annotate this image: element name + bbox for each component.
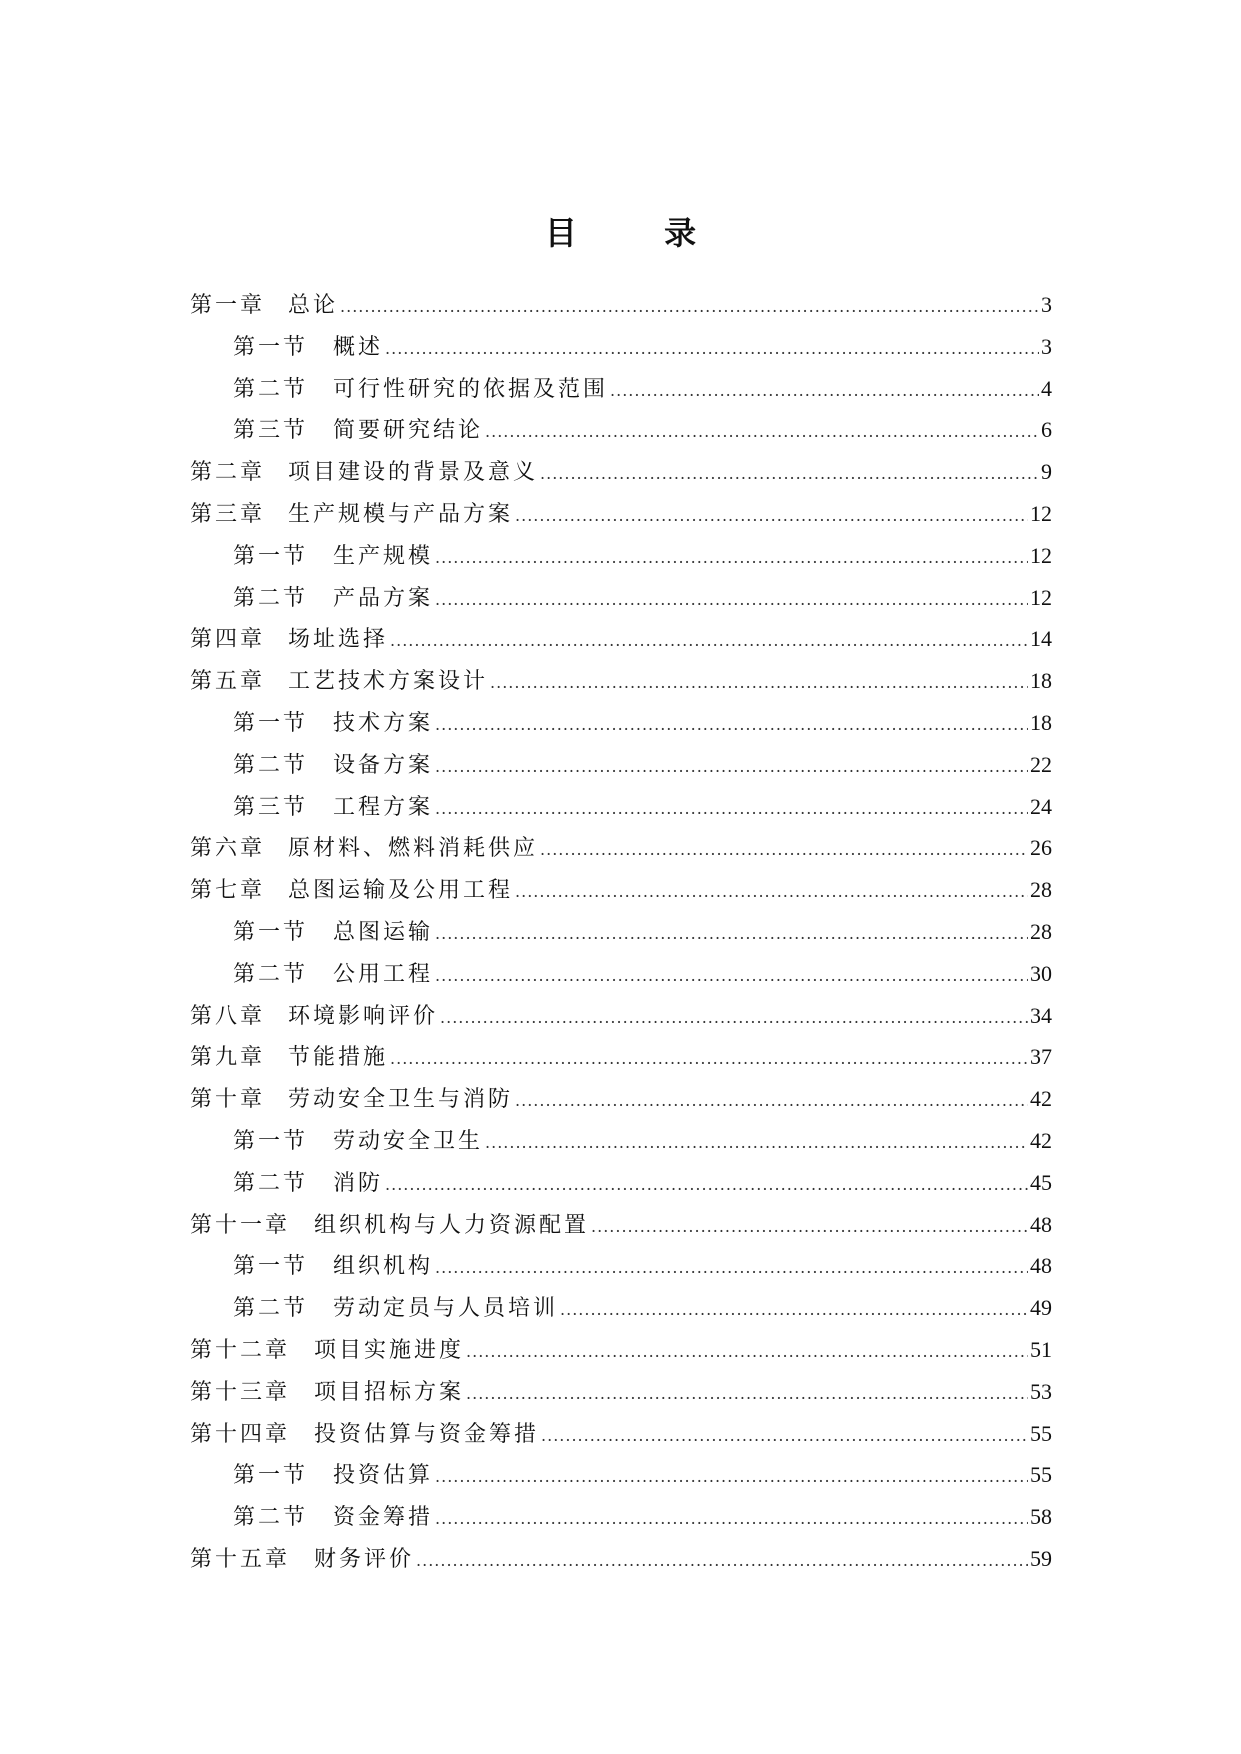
toc-entry-label	[190, 828, 538, 870]
toc-chapter-entry[interactable]	[190, 1204, 1052, 1246]
toc-entry-title: 项目招标方案	[314, 1379, 465, 1405]
toc-entry-number: 第二节	[233, 1296, 309, 1322]
toc-entry-label	[190, 1414, 539, 1456]
toc-entry-number: 第一节	[233, 334, 309, 360]
toc-entry-label	[190, 494, 513, 536]
toc-page-number: 58	[1030, 1504, 1052, 1530]
toc-chapter-entry[interactable]	[190, 660, 1052, 702]
toc-entry-number: 第三节	[233, 418, 309, 444]
toc-entry-title: 总图运输及公用工程	[288, 878, 514, 904]
toc-chapter-entry[interactable]	[190, 827, 1052, 869]
toc-page-number: 34	[1030, 1002, 1052, 1028]
toc-entry-label	[190, 619, 388, 661]
toc-entry-title: 投资估算与资金筹措	[314, 1421, 540, 1447]
toc-section-entry[interactable]	[190, 535, 1052, 577]
toc-leader-dots	[466, 1373, 1028, 1415]
toc-entry-title: 概述	[333, 334, 384, 360]
toc-entry-title: 项目实施进度	[314, 1337, 465, 1363]
toc-page-number: 14	[1030, 626, 1052, 652]
toc-entry-title: 资金筹措	[333, 1505, 434, 1531]
toc-entry-title: 财务评价	[314, 1546, 415, 1572]
toc-section-entry[interactable]	[190, 368, 1052, 410]
toc-leader-dots	[435, 1247, 1028, 1289]
toc-entry-title: 劳动安全卫生	[333, 1128, 484, 1154]
toc-entry-title: 劳动安全卫生与消防	[288, 1087, 514, 1113]
toc-page-number: 55	[1030, 1420, 1052, 1446]
toc-leader-dots	[610, 370, 1039, 412]
toc-page-number: 53	[1030, 1378, 1052, 1404]
toc-entry-label	[233, 536, 433, 578]
toc-leader-dots	[440, 997, 1028, 1039]
toc-entry-title: 环境影响评价	[288, 1003, 439, 1029]
toc-leader-dots	[591, 1206, 1028, 1248]
toc-leader-dots	[540, 829, 1028, 871]
toc-entry-title: 劳动定员与人员培训	[333, 1296, 559, 1322]
toc-leader-dots	[435, 955, 1028, 997]
toc-page-number: 55	[1030, 1462, 1052, 1488]
toc-page-number: 51	[1030, 1336, 1052, 1362]
toc-section-entry[interactable]	[190, 744, 1052, 786]
toc-entry-number: 第十三章	[190, 1379, 291, 1405]
toc-section-entry[interactable]	[190, 911, 1052, 953]
toc-leader-dots	[515, 1080, 1028, 1122]
toc-entry-label	[190, 1205, 589, 1247]
toc-page-number: 48	[1030, 1253, 1052, 1279]
toc-entry-title: 生产规模与产品方案	[288, 501, 514, 527]
toc-leader-dots	[490, 662, 1028, 704]
toc-leader-dots	[416, 1540, 1028, 1582]
toc-entry-number: 第一节	[233, 1254, 309, 1280]
toc-entry-label	[190, 870, 513, 912]
toc-entry-title: 工程方案	[333, 794, 434, 820]
toc-leader-dots	[385, 1164, 1028, 1206]
toc-entry-number: 第二节	[233, 1505, 309, 1531]
toc-entry-label	[233, 703, 433, 745]
toc-section-entry[interactable]	[190, 702, 1052, 744]
toc-leader-dots	[435, 579, 1028, 621]
toc-section-entry[interactable]	[190, 326, 1052, 368]
toc-leader-dots	[390, 1038, 1028, 1080]
toc-section-entry[interactable]	[190, 1120, 1052, 1162]
toc-entry-label	[233, 410, 483, 452]
toc-leader-dots	[435, 537, 1028, 579]
toc-entry-number: 第三章	[190, 501, 266, 527]
toc-section-entry[interactable]	[190, 1454, 1052, 1496]
toc-leader-dots	[560, 1289, 1028, 1331]
toc-chapter-entry[interactable]	[190, 1538, 1052, 1580]
toc-entry-label	[233, 327, 383, 369]
toc-leader-dots	[435, 1456, 1028, 1498]
table-of-contents	[190, 284, 1052, 1580]
toc-page-number: 24	[1030, 793, 1052, 819]
toc-entry-title: 可行性研究的依据及范围	[333, 376, 609, 402]
toc-entry-label	[190, 661, 488, 703]
toc-page-number: 42	[1030, 1127, 1052, 1153]
toc-page-number: 18	[1030, 668, 1052, 694]
toc-chapter-entry[interactable]	[190, 1078, 1052, 1120]
toc-leader-dots	[466, 1331, 1028, 1373]
toc-leader-dots	[340, 286, 1039, 328]
toc-entry-number: 第一节	[233, 1128, 309, 1154]
toc-entry-title: 组织机构与人力资源配置	[314, 1212, 590, 1238]
toc-entry-number: 第十五章	[190, 1546, 291, 1572]
toc-chapter-entry[interactable]	[190, 493, 1052, 535]
toc-page-number: 3	[1041, 333, 1052, 359]
toc-leader-dots	[485, 1122, 1028, 1164]
toc-entry-title: 组织机构	[333, 1254, 434, 1280]
toc-entry-number: 第二章	[190, 460, 266, 486]
toc-section-entry[interactable]	[190, 409, 1052, 451]
toc-entry-label	[233, 1163, 383, 1205]
toc-entry-number: 第二节	[233, 585, 309, 611]
toc-leader-dots	[485, 411, 1039, 453]
toc-chapter-entry[interactable]	[190, 869, 1052, 911]
toc-entry-number: 第六章	[190, 836, 266, 862]
toc-entry-number: 第五章	[190, 669, 266, 695]
toc-entry-number: 第八章	[190, 1003, 266, 1029]
toc-entry-label	[233, 912, 433, 954]
toc-page-number: 48	[1030, 1211, 1052, 1237]
toc-entry-label	[233, 1246, 433, 1288]
toc-leader-dots	[515, 495, 1028, 537]
toc-entry-title: 总图运输	[333, 919, 434, 945]
toc-entry-title: 节能措施	[288, 1045, 389, 1071]
toc-entry-number: 第二节	[233, 376, 309, 402]
toc-leader-dots	[540, 453, 1039, 495]
toc-entry-number: 第三节	[233, 794, 309, 820]
toc-entry-title: 设备方案	[333, 752, 434, 778]
toc-entry-number: 第十一章	[190, 1212, 291, 1238]
toc-chapter-entry[interactable]	[190, 284, 1052, 326]
toc-chapter-entry[interactable]	[190, 451, 1052, 493]
toc-entry-number: 第二节	[233, 1170, 309, 1196]
toc-page-number: 22	[1030, 751, 1052, 777]
toc-chapter-entry[interactable]	[190, 1036, 1052, 1078]
toc-page-number: 28	[1030, 918, 1052, 944]
toc-entry-title: 总论	[288, 293, 339, 318]
toc-entry-title: 投资估算	[333, 1463, 434, 1489]
toc-entry-title: 技术方案	[333, 710, 434, 736]
toc-entry-number: 第一节	[233, 919, 309, 945]
toc-entry-title: 原材料、燃料消耗供应	[288, 836, 539, 862]
page-title: 目 录	[544, 214, 735, 253]
toc-leader-dots	[435, 746, 1028, 788]
toc-page-number: 37	[1030, 1044, 1052, 1070]
toc-chapter-entry[interactable]	[190, 995, 1052, 1037]
toc-entry-title: 场址选择	[288, 627, 389, 653]
toc-section-entry[interactable]	[190, 953, 1052, 995]
toc-entry-label	[190, 452, 538, 494]
toc-chapter-entry[interactable]	[190, 1329, 1052, 1371]
toc-entry-number: 第二节	[233, 752, 309, 778]
toc-entry-title: 消防	[333, 1170, 384, 1196]
toc-entry-number: 第十四章	[190, 1421, 291, 1447]
toc-entry-number: 第九章	[190, 1045, 266, 1071]
toc-entry-label	[233, 954, 433, 996]
toc-entry-label	[190, 996, 438, 1038]
toc-chapter-entry[interactable]	[190, 1413, 1052, 1455]
toc-leader-dots	[390, 620, 1028, 662]
toc-page-number: 49	[1030, 1295, 1052, 1321]
toc-page-number: 12	[1030, 584, 1052, 610]
toc-page-number: 26	[1030, 835, 1052, 861]
toc-page-number: 28	[1030, 877, 1052, 903]
toc-entry-number: 第一节	[233, 543, 309, 569]
toc-section-entry[interactable]	[190, 1162, 1052, 1204]
toc-entry-label	[233, 1455, 433, 1497]
toc-leader-dots	[435, 788, 1028, 830]
toc-entry-label	[233, 1121, 483, 1163]
toc-entry-number: 第十章	[190, 1087, 266, 1113]
toc-leader-dots	[435, 1498, 1028, 1540]
toc-section-entry[interactable]	[190, 1245, 1052, 1287]
toc-entry-label	[233, 1288, 558, 1330]
toc-chapter-entry[interactable]	[190, 618, 1052, 660]
toc-entry-number: 第二节	[233, 961, 309, 987]
toc-entry-label	[190, 1079, 513, 1121]
toc-entry-number: 第一节	[233, 1463, 309, 1489]
toc-page-number: 4	[1041, 375, 1052, 401]
toc-entry-title: 产品方案	[333, 585, 434, 611]
toc-page-number: 30	[1030, 960, 1052, 986]
toc-page-number: 9	[1041, 459, 1052, 485]
toc-entry-title: 公用工程	[333, 961, 434, 987]
toc-entry-number: 第一章	[190, 293, 266, 318]
toc-entry-label	[190, 1372, 464, 1414]
toc-entry-label	[190, 1037, 388, 1079]
toc-section-entry[interactable]	[190, 577, 1052, 619]
toc-page-number: 45	[1030, 1169, 1052, 1195]
toc-entry-title: 工艺技术方案设计	[288, 669, 489, 695]
toc-section-entry[interactable]	[190, 786, 1052, 828]
toc-chapter-entry[interactable]	[190, 1371, 1052, 1413]
toc-leader-dots	[541, 1415, 1028, 1457]
toc-page-number: 42	[1030, 1086, 1052, 1112]
toc-entry-label	[233, 787, 433, 829]
toc-entry-label	[190, 285, 338, 327]
toc-entry-label	[233, 1497, 433, 1539]
toc-entry-label	[233, 745, 433, 787]
toc-leader-dots	[435, 704, 1028, 746]
toc-entry-number: 第四章	[190, 627, 266, 653]
toc-page-number: 59	[1030, 1545, 1052, 1571]
toc-entry-label	[190, 1539, 414, 1581]
toc-page-number: 12	[1030, 500, 1052, 526]
toc-leader-dots	[435, 913, 1028, 955]
toc-entry-label	[190, 1330, 464, 1372]
toc-page-number: 18	[1030, 709, 1052, 735]
toc-page-number: 3	[1041, 292, 1052, 317]
toc-leader-dots	[385, 328, 1039, 370]
toc-entry-title: 项目建设的背景及意义	[288, 460, 539, 486]
toc-entry-label	[233, 369, 608, 411]
toc-section-entry[interactable]	[190, 1287, 1052, 1329]
toc-entry-title: 生产规模	[333, 543, 434, 569]
toc-entry-label	[233, 578, 433, 620]
toc-entry-number: 第一节	[233, 710, 309, 736]
toc-leader-dots	[515, 871, 1028, 913]
toc-page-number: 6	[1041, 417, 1052, 443]
toc-entry-number: 第七章	[190, 878, 266, 904]
toc-section-entry[interactable]	[190, 1496, 1052, 1538]
toc-entry-title: 简要研究结论	[333, 418, 484, 444]
toc-entry-number: 第十二章	[190, 1337, 291, 1363]
toc-page-number: 12	[1030, 542, 1052, 568]
